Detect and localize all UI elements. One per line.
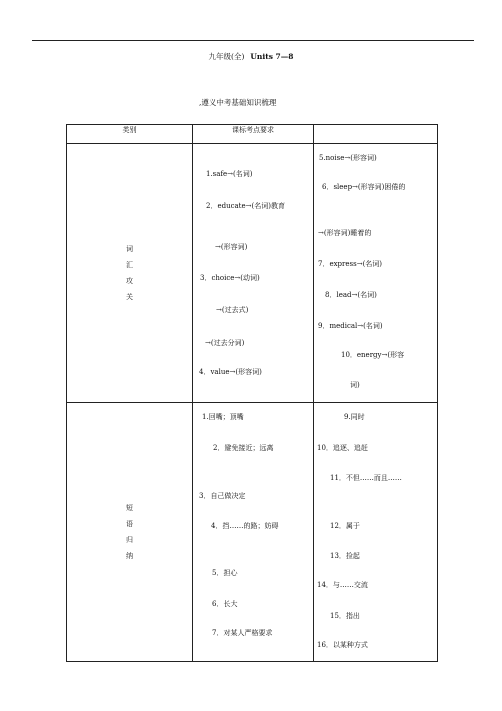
category-char: 纳	[126, 552, 133, 560]
list-item: 10．energy→(形容	[341, 351, 405, 359]
header-blank	[314, 125, 438, 144]
list-item: 8．lead→(名词)	[325, 291, 377, 299]
list-item: 13．捡起	[330, 552, 360, 560]
list-item: 9．medical→(名词)	[318, 322, 383, 330]
category-char: 关	[126, 293, 133, 301]
list-item: →(过去式)	[216, 306, 249, 314]
list-item: 4．value→(形容词)	[199, 368, 262, 376]
category-char: 汇	[126, 261, 133, 269]
category-char: 短	[126, 504, 133, 512]
list-item: 11．不但……而且……	[330, 474, 402, 482]
title-units: Units 7—8	[250, 52, 294, 61]
list-item: 词)	[350, 381, 360, 389]
list-item: 15．指出	[330, 612, 360, 620]
header-requirements: 课标考点要求	[193, 125, 314, 144]
list-item: 3．choice→(动词)	[200, 274, 260, 282]
title-grade: 九年级(全)	[208, 52, 245, 61]
list-item: 3．自己做决定	[199, 492, 246, 500]
top-rule	[32, 40, 474, 41]
list-item: →(过去分词)	[205, 339, 245, 347]
list-item: 1.回嘴；顶嘴	[202, 413, 244, 421]
list-item: →(形容词)睡着的	[318, 229, 372, 237]
phrases-col3	[314, 403, 438, 662]
category-char: 攻	[126, 277, 133, 285]
phrases-col2	[193, 403, 314, 662]
list-item: 1.safe→(名词)	[206, 170, 253, 178]
section-subtitle: ,遵义中考基础知识梳理	[199, 98, 277, 107]
list-item: 5．担心	[212, 569, 238, 577]
list-item: →(形容词)	[215, 243, 248, 251]
category-char: 归	[126, 536, 133, 544]
header-category: 类别	[67, 125, 193, 144]
list-item: 4．挡……的路；妨碍	[211, 522, 279, 530]
list-item: 9.同时	[344, 413, 365, 421]
list-item: 14．与……交流	[317, 581, 368, 589]
list-item: 5.noise→(形容词)	[319, 154, 377, 162]
table-row-phrases	[67, 403, 438, 662]
list-item: 10．追逐、追赶	[317, 444, 368, 452]
list-item: 2．避免接近；远离	[213, 444, 274, 452]
category-phrases	[67, 403, 193, 662]
page-title	[0, 51, 502, 62]
vocab-col2	[193, 144, 314, 403]
category-vocabulary	[67, 144, 193, 403]
list-item: 2．educate→(名词)教育	[206, 202, 285, 210]
table-row-vocabulary	[67, 144, 438, 403]
list-item: 7．express→(名词)	[318, 260, 383, 268]
list-item: 6．sleep→(形容词)困倦的	[322, 183, 406, 191]
list-item: 16．以某种方式	[317, 641, 368, 649]
vocab-col3	[314, 144, 438, 403]
list-item: 7．对某人严格要求	[212, 629, 273, 637]
category-char: 语	[126, 520, 133, 528]
list-item: 12．属于	[330, 522, 360, 530]
table-header-row	[67, 125, 438, 144]
category-char: 词	[126, 245, 133, 253]
knowledge-table	[66, 124, 438, 662]
list-item: 6．长大	[212, 600, 238, 608]
